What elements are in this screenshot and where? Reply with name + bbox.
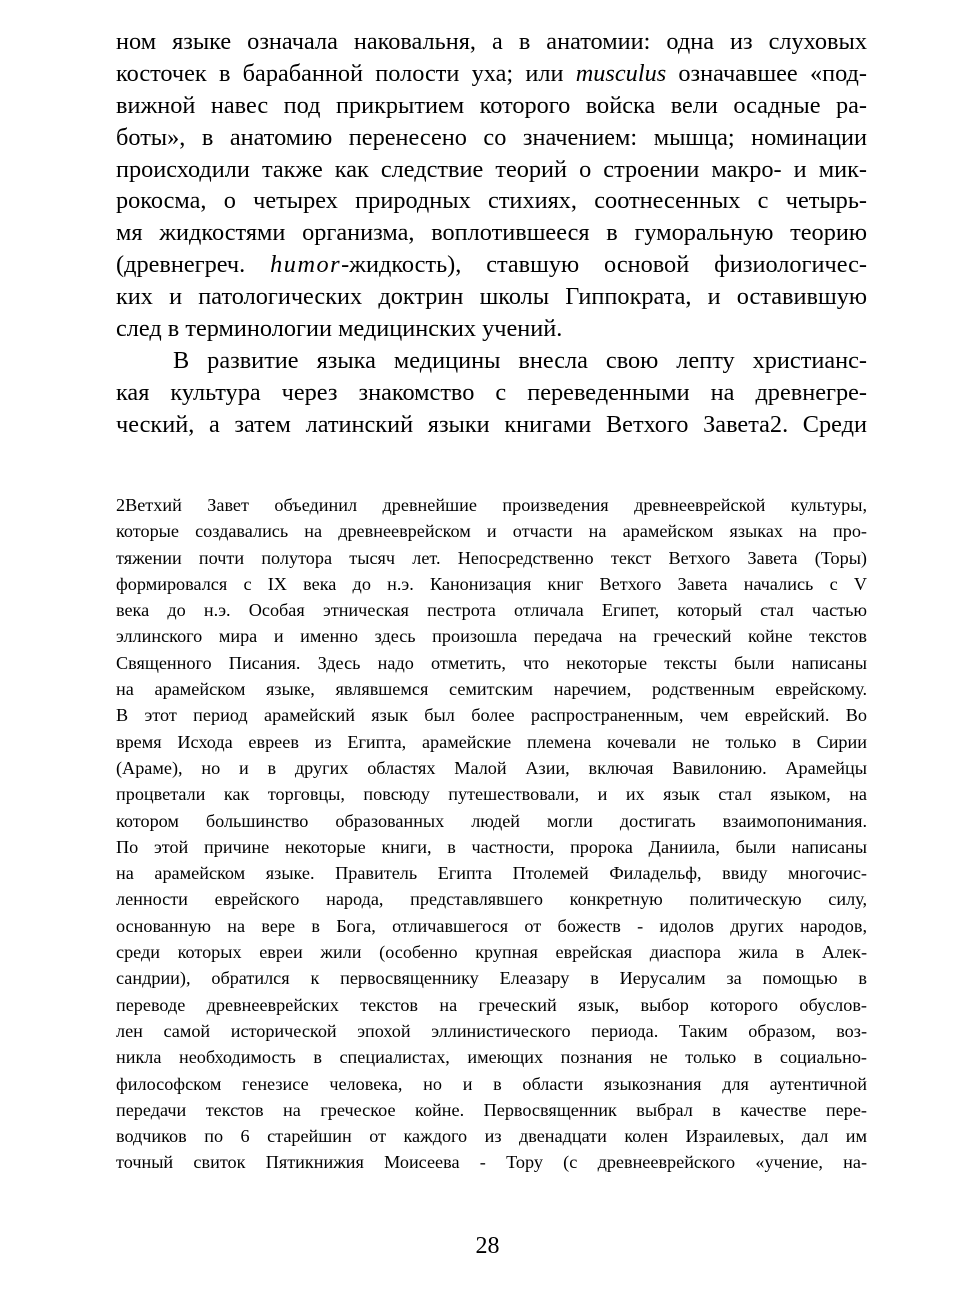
text-run: кая культура через знакомство с переведенными на древнегре- <box>116 378 867 406</box>
text-run: рокосма, о четырех природных стихиях, соотнесенных с четырь- <box>116 187 867 215</box>
footnote-line: среди которых евреи жили (особенно крупная еврейская диаспора жила в Алек- <box>116 942 867 963</box>
footnote-line: формировался с IX века до н.э. Канонизация книг Ветхого Завета начались с V <box>116 573 867 594</box>
text-run: происходили также как следствие теорий о строении макро- и мик- <box>116 155 867 183</box>
text-run: ном языке означала наковальня, а в анатомии: одна из слуховых <box>116 28 867 55</box>
main-text-line <box>116 58 867 90</box>
main-text-line <box>116 185 867 217</box>
footnote-line: ленности еврейского народа, представлявшего конкретную политическую силу, <box>116 889 867 910</box>
text-run: вижной навес под прикрытием которого войска вели осадные ра- <box>116 91 867 119</box>
text-run: . Среди <box>782 410 867 438</box>
footnote-line: века до н.э. Особая этническая пестрота отличала Египет, который стал частью <box>116 600 867 621</box>
text-run: 2 <box>769 410 783 438</box>
footnote-line: лен самой исторической эпохой эллинистического периода. Таким образом, воз- <box>116 1020 867 1041</box>
main-text-line <box>116 122 867 154</box>
footnote-line: которые создавались на древнееврейском и отчасти на арамейском языках на про- <box>116 521 867 542</box>
footnote-line: эллинского мира и именно здесь произошла передача на греческий койне текстов <box>116 626 867 647</box>
text-run: -жидкость), ставшую основой физиологичес- <box>341 251 868 279</box>
footnote-line: на арамейском языке, являвшемся семитским наречием, родственным еврейскому. <box>116 679 867 700</box>
main-text-line <box>116 90 867 122</box>
text-run: В развитие языка медицины внесла свою лепту христианс- <box>173 346 867 374</box>
main-text-line <box>116 217 867 249</box>
text-run: след в терминологии медицинских учений. <box>116 315 563 343</box>
main-text-line <box>116 377 867 409</box>
main-text-line <box>116 154 867 186</box>
footnote-line: на арамейском языке. Правитель Египта Птолемей Филадельф, ввиду многочис- <box>116 863 867 884</box>
footnote-line: основанную на вере в Бога, отличавшегося от божеств - идолов других народов, <box>116 915 867 936</box>
footnote-line: котором большинство образованных людей могли достигать взаимопонимания. <box>116 810 867 831</box>
main-text-line <box>116 281 867 313</box>
main-text-line <box>116 313 867 345</box>
footnote-line: В этот период арамейский язык был более распространенным, чем еврейский. Во <box>116 705 867 726</box>
footnote-line: переводе древнееврейских текстов на греческий язык, выбор которого обуслов- <box>116 994 867 1015</box>
main-text-block <box>116 26 867 441</box>
footnote-line: водчиков по 6 старейшин от каждого из двенадцати колен Израилевых, дал им <box>116 1126 867 1147</box>
footnote-line: передачи текстов на греческое койне. Первосвященник выбрал в качестве пере- <box>116 1099 867 1120</box>
text-run: мя жидкостями организма, воплотившееся в гуморальную теорию <box>116 219 867 247</box>
text-run: ческий, а затем латинский языки книгами Ветхого Завета <box>116 410 770 438</box>
main-text-line <box>116 345 867 377</box>
text-run: ких и патологических доктрин школы Гиппократа, и оставившую <box>116 283 867 311</box>
footnote-line: тяжении почти полутора тысяч лет. Непосредственно текст Ветхого Завета (Торы) <box>116 547 867 568</box>
footnote-line: философском генезисе человека, но и в области языкознания для аутентичной <box>116 1073 867 1094</box>
footnote-line: сандрии), обратился к первосвященнику Елеазару в Иерусалим за помощью в <box>116 968 867 989</box>
footnote-line: никла необходимость в специалистах, имеющих познания не только в социально- <box>116 1047 867 1068</box>
italic-term: musculus <box>575 59 667 87</box>
footnote-line: точный свиток Пятикнижия Моисеева - Тору (с древнееврейского «учение, на- <box>116 1152 867 1173</box>
main-text-line <box>116 26 867 58</box>
text-run: означавшее «под- <box>666 59 867 87</box>
main-text-line <box>116 249 867 281</box>
italic-term: humor <box>270 251 342 279</box>
footnote-line: (Араме), но и в других областях Малой Азии, включая Вавилонию. Арамейцы <box>116 757 867 778</box>
text-run: боты», в анатомию перенесено со значением: мышца; номинации <box>116 123 867 151</box>
text-run: косточек в барабанной полости уха; или <box>116 59 576 87</box>
footnote-line: Священного Писания. Здесь надо отметить, что некоторые тексты были написаны <box>116 652 867 673</box>
text-run: (древнегреч. <box>116 251 271 279</box>
page-number: 28 <box>475 1233 500 1259</box>
main-text-line <box>116 409 867 441</box>
footnote-line: 2Ветхий Завет объединил древнейшие произведения древнееврейской культуры, <box>116 495 867 515</box>
footnote-line: По этой причине некоторые книги, в частности, пророка Даниила, были написаны <box>116 836 867 857</box>
footnote-line: процветали как торговцы, повсюду путешествовали, и их язык стал языком, на <box>116 784 867 805</box>
footnote-block <box>116 492 867 1176</box>
footnote-line: время Исхода евреев из Египта, арамейские племена кочевали не только в Сирии <box>116 731 867 752</box>
